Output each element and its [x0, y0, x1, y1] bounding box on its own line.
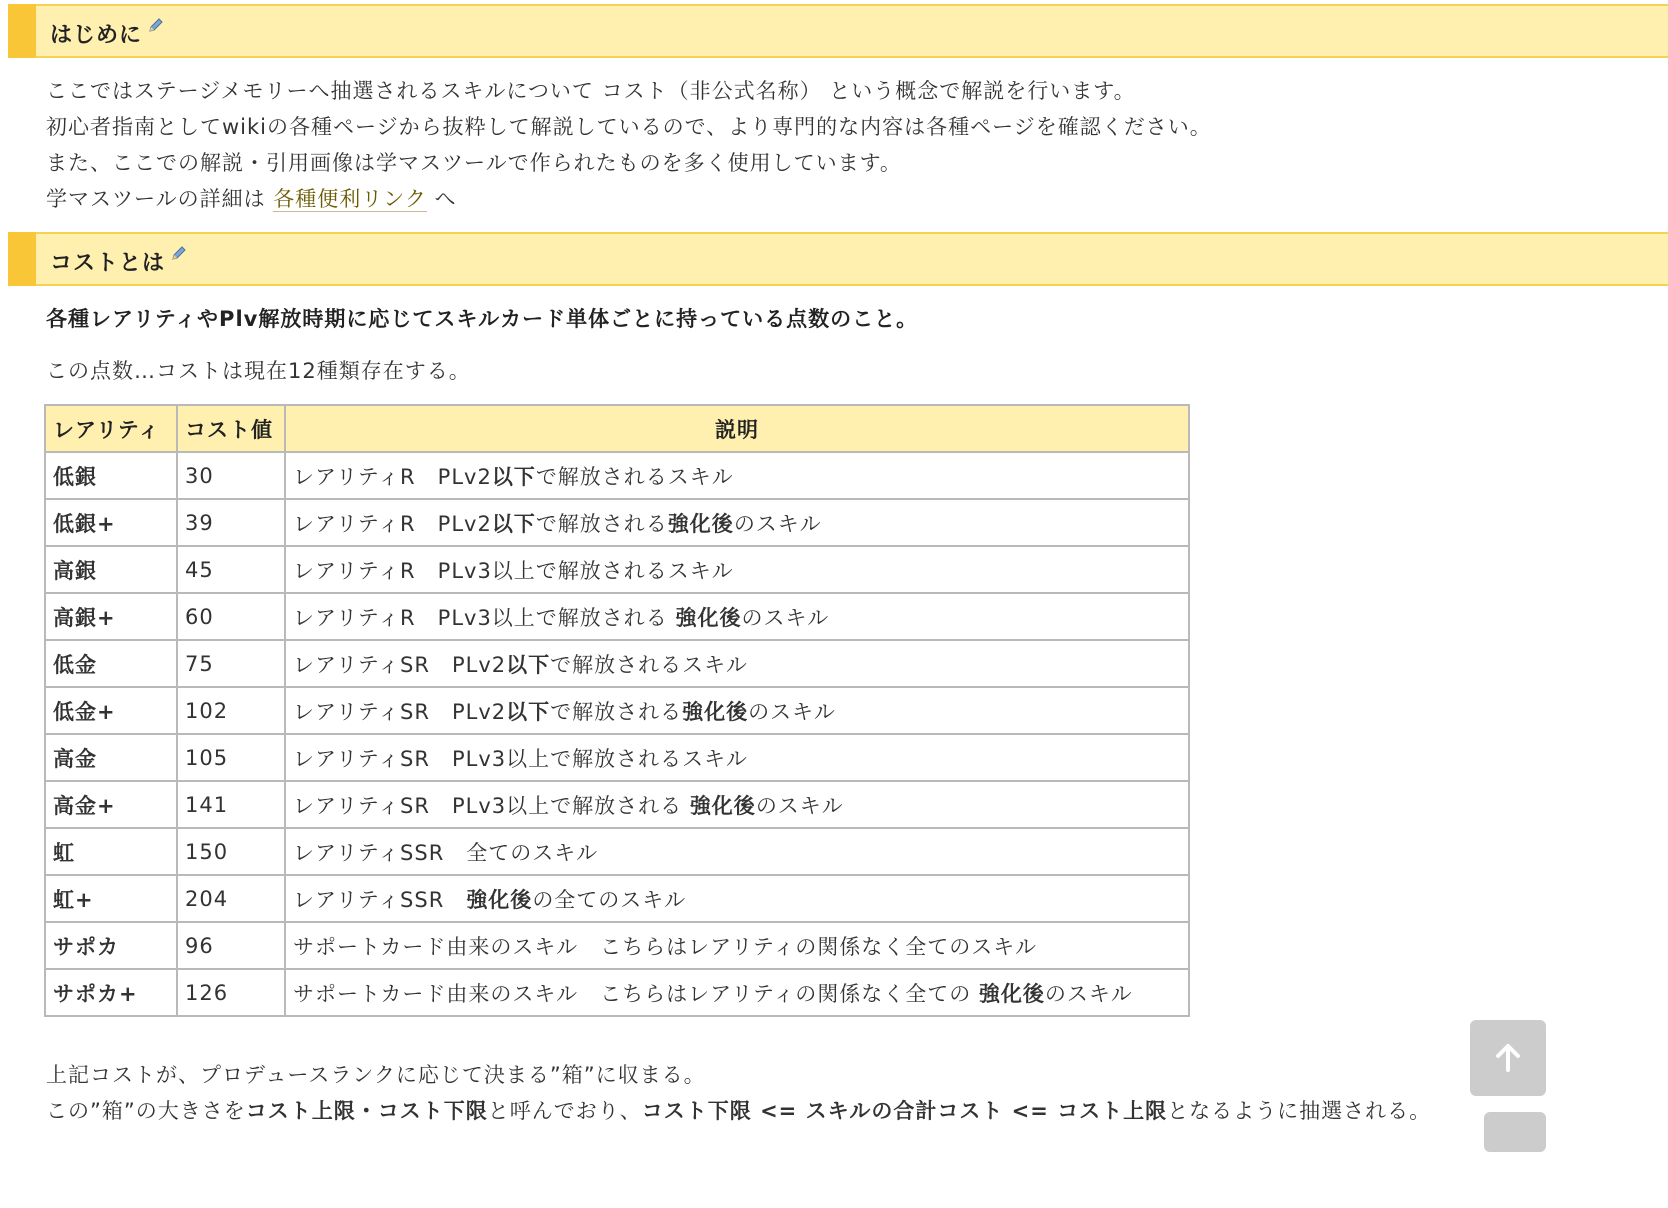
description-cell [285, 593, 1189, 640]
table-row [45, 781, 1189, 828]
description-emphasis: 以下 [506, 652, 551, 677]
table-row [45, 452, 1189, 499]
description-emphasis: 強化後 [689, 793, 756, 818]
rarity-cell: 高金+ [45, 781, 177, 828]
table-row [45, 734, 1189, 781]
pencil-icon[interactable] [148, 14, 164, 30]
description-text: で解放されるスキル [550, 652, 748, 677]
description-text: のスキル [733, 511, 822, 536]
after-line-2-part-e: となるように抽選される。 [1167, 1099, 1432, 1123]
intro-line-2: 初心者指南としてwikiの各種ページから抜粋して解説しているので、より専門的な内容は各種ページを確認ください。 [46, 115, 1212, 139]
rarity-cell: 高銀+ [45, 593, 177, 640]
description-emphasis: 以下 [491, 511, 536, 536]
section-title-text: はじめに [50, 23, 143, 48]
description-text: レアリティR PLv2 [293, 464, 492, 489]
cost-inequality: コスト下限 <= スキルの合計コスト <= コスト上限 [641, 1099, 1168, 1123]
table-row [45, 546, 1189, 593]
cost-cell: 204 [177, 875, 285, 922]
description-text: で解放されるスキル [535, 464, 734, 489]
description-emphasis: 強化後 [682, 699, 749, 724]
scroll-to-top-button[interactable] [1470, 1020, 1546, 1096]
intro-line-1: ここではステージメモリーへ抽選されるスキルについて コスト（非公式名称） という概念で解説を行います。 [46, 79, 1136, 103]
description-text: で解放される [535, 511, 668, 536]
description-text: の全てのスキル [532, 887, 687, 912]
description-text: のスキル [741, 605, 830, 630]
description-emphasis: 以下 [506, 699, 551, 724]
cost-limit-term: コスト上限・コスト下限 [245, 1099, 488, 1123]
description-text: サポートカード由来のスキル こちらはレアリティの関係なく全ての [293, 981, 979, 1006]
section-title-cost [50, 246, 187, 277]
description-cell [285, 546, 1189, 593]
cost-cell: 102 [177, 687, 285, 734]
cost-cell: 30 [177, 452, 285, 499]
section-header-intro [8, 4, 1668, 58]
table-row [45, 828, 1189, 875]
after-line-1: 上記コストが、プロデュースランクに応じて決まる”箱”に収まる。 [46, 1063, 706, 1087]
header-rarity: レアリティ [45, 405, 177, 452]
description-emphasis: 以下 [491, 464, 536, 489]
table-row [45, 593, 1189, 640]
after-line-2-part-c: と呼んでおり、 [487, 1099, 642, 1123]
description-emphasis: 強化後 [675, 605, 742, 630]
description-cell [285, 452, 1189, 499]
rarity-cell: 低銀 [45, 452, 177, 499]
description-text: レアリティR PLv3以上で解放される [293, 605, 676, 630]
rarity-cell: 高銀 [45, 546, 177, 593]
table-row [45, 875, 1189, 922]
description-emphasis: 強化後 [466, 887, 533, 912]
section-header-cost [8, 232, 1668, 286]
rarity-cell: 低金 [45, 640, 177, 687]
description-text: レアリティSR PLv2 [293, 699, 507, 724]
cost-definition: 各種レアリティやPlv解放時期に応じてスキルカード単体ごとに持っている点数のこと。 [46, 307, 919, 331]
description-cell [285, 640, 1189, 687]
description-text: レアリティSSR [293, 887, 467, 912]
description-cell [285, 734, 1189, 781]
description-text: レアリティSR PLv2 [293, 652, 507, 677]
description-text: サポートカード由来のスキル こちらはレアリティの関係なく全てのスキル [293, 934, 1038, 959]
description-text: で解放される [550, 699, 683, 724]
description-text: レアリティSR PLv3以上で解放されるスキル [293, 746, 748, 771]
after-line-2-part-a: この”箱”の大きさを [46, 1099, 246, 1123]
description-text: レアリティSSR 全てのスキル [293, 840, 599, 865]
header-accent-bar [8, 4, 36, 58]
header-accent-bar [8, 232, 36, 286]
cost-cell: 150 [177, 828, 285, 875]
description-text: のスキル [755, 793, 844, 818]
table-row [45, 687, 1189, 734]
description-text: のスキル [748, 699, 836, 724]
scroll-button-shadow [1484, 1112, 1546, 1152]
description-cell [285, 875, 1189, 922]
intro-line-4 [46, 181, 457, 217]
rarity-cell: 高金 [45, 734, 177, 781]
description-cell [285, 687, 1189, 734]
description-text: レアリティR PLv2 [293, 511, 492, 536]
table-header-row [45, 405, 1189, 452]
table-row [45, 922, 1189, 969]
table-row [45, 499, 1189, 546]
after-line-2 [46, 1093, 1431, 1129]
header-description: 説明 [285, 405, 1189, 452]
useful-links-link[interactable]: 各種便利リンク [273, 187, 427, 211]
cost-cell: 126 [177, 969, 285, 1016]
rarity-cell: 虹 [45, 828, 177, 875]
rarity-cell: サポカ+ [45, 969, 177, 1016]
cost-cell: 39 [177, 499, 285, 546]
header-cost: コスト値 [177, 405, 285, 452]
cost-count-text: この点数…コストは現在12種類存在する。 [46, 359, 471, 383]
description-emphasis: 強化後 [667, 511, 734, 536]
intro-line-4-suffix: へ [426, 187, 457, 211]
description-cell [285, 781, 1189, 828]
table-row [45, 640, 1189, 687]
description-cell [285, 922, 1189, 969]
table-row [45, 969, 1189, 1016]
cost-table [44, 404, 1190, 1017]
rarity-cell: サポカ [45, 922, 177, 969]
description-cell [285, 499, 1189, 546]
cost-cell: 60 [177, 593, 285, 640]
intro-line-4-prefix: 学マスツールの詳細は [46, 187, 274, 211]
cost-cell: 105 [177, 734, 285, 781]
rarity-cell: 低金+ [45, 687, 177, 734]
cost-cell: 75 [177, 640, 285, 687]
rarity-cell: 低銀+ [45, 499, 177, 546]
description-text: レアリティSR PLv3以上で解放される [293, 793, 690, 818]
cost-cell: 141 [177, 781, 285, 828]
rarity-cell: 虹+ [45, 875, 177, 922]
description-text: のスキル [1044, 981, 1133, 1006]
table-body [45, 452, 1189, 1016]
section-title-intro [50, 18, 164, 49]
description-text: レアリティR PLv3以上で解放されるスキル [293, 558, 734, 583]
section-title-text: コストとは [50, 251, 166, 276]
intro-line-3: また、ここでの解説・引用画像は学マスツールで作られたものを多く使用しています。 [46, 151, 902, 175]
description-cell [285, 828, 1189, 875]
description-cell [285, 969, 1189, 1016]
cost-cell: 96 [177, 922, 285, 969]
pencil-icon[interactable] [171, 242, 187, 258]
arrow-up-icon [1492, 1042, 1524, 1074]
cost-cell: 45 [177, 546, 285, 593]
description-emphasis: 強化後 [978, 981, 1045, 1006]
